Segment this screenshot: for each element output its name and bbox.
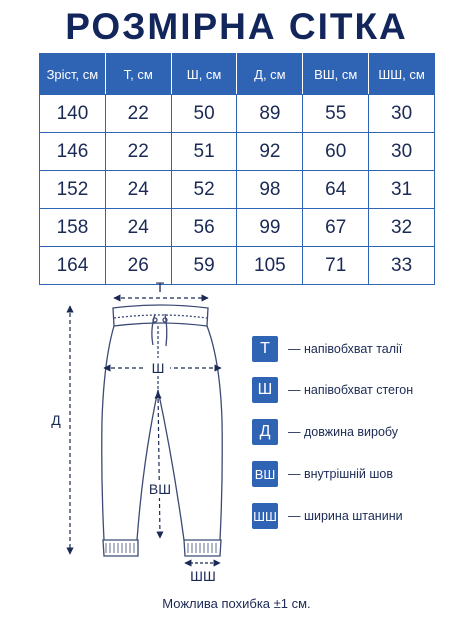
waist-label: Т [155, 279, 165, 295]
table-cell: 105 [237, 247, 303, 285]
table-cell: 60 [303, 133, 369, 171]
table-cell: 59 [171, 247, 237, 285]
header-inseam: ВШ, см [303, 54, 369, 95]
header-height: Зріст, см [40, 54, 106, 95]
table-cell: 30 [369, 95, 435, 133]
legend-text: — довжина виробу [288, 425, 399, 439]
table-cell: 71 [303, 247, 369, 285]
pants-outline [102, 305, 223, 556]
table-cell: 146 [40, 133, 106, 171]
header-waist: Т, см [105, 54, 171, 95]
legend-badge: ШШ [252, 503, 278, 529]
table-cell: 67 [303, 209, 369, 247]
length-label: Д [51, 412, 61, 428]
table-cell: 30 [369, 133, 435, 171]
legend-item-waist [252, 335, 402, 363]
legend-item-length [252, 418, 398, 446]
table-cell: 24 [105, 171, 171, 209]
legend-text: — внутрішній шов [288, 467, 394, 481]
legend-badge: ВШ [252, 461, 278, 487]
hips-label: Ш [151, 360, 165, 376]
table-cell: 22 [105, 95, 171, 133]
table-cell: 92 [237, 133, 303, 171]
table-cell: 33 [369, 247, 435, 285]
legend-badge: Д [252, 419, 278, 445]
table-cell: 56 [171, 209, 237, 247]
table-cell: 26 [105, 247, 171, 285]
legend-text: — напівобхват талії [288, 342, 403, 356]
legend-item-leg-width [252, 502, 403, 530]
legend-text: — напівобхват стегон [288, 383, 414, 397]
table-cell: 89 [237, 95, 303, 133]
table-cell: 55 [303, 95, 369, 133]
table-cell: 51 [171, 133, 237, 171]
table-cell: 31 [369, 171, 435, 209]
measurement-lines [70, 298, 221, 563]
table-cell: 164 [40, 247, 106, 285]
header-leg-width: ШШ, см [369, 54, 435, 95]
legend-item-hips [252, 376, 413, 404]
legend-item-inseam [252, 460, 393, 488]
page-title: РОЗМІРНА СІТКА [65, 6, 408, 47]
header-length: Д, см [237, 54, 303, 95]
table-cell: 52 [171, 171, 237, 209]
leg-width-label: ШШ [190, 568, 216, 584]
table-cell: 152 [40, 171, 106, 209]
legend-badge: Ш [252, 377, 278, 403]
table-cell: 64 [303, 171, 369, 209]
footnote: Можлива похибка ±1 см. [162, 596, 311, 611]
table-cell: 32 [369, 209, 435, 247]
table-cell: 158 [40, 209, 106, 247]
header-hips: Ш, см [171, 54, 237, 95]
table-cell: 22 [105, 133, 171, 171]
legend-text: — ширина штанини [288, 509, 403, 523]
table-cell: 98 [237, 171, 303, 209]
table-cell: 24 [105, 209, 171, 247]
inseam-label: ВШ [148, 481, 172, 497]
legend-badge: Т [252, 336, 278, 362]
table-cell: 140 [40, 95, 106, 133]
table-cell: 50 [171, 95, 237, 133]
table-cell: 99 [237, 209, 303, 247]
